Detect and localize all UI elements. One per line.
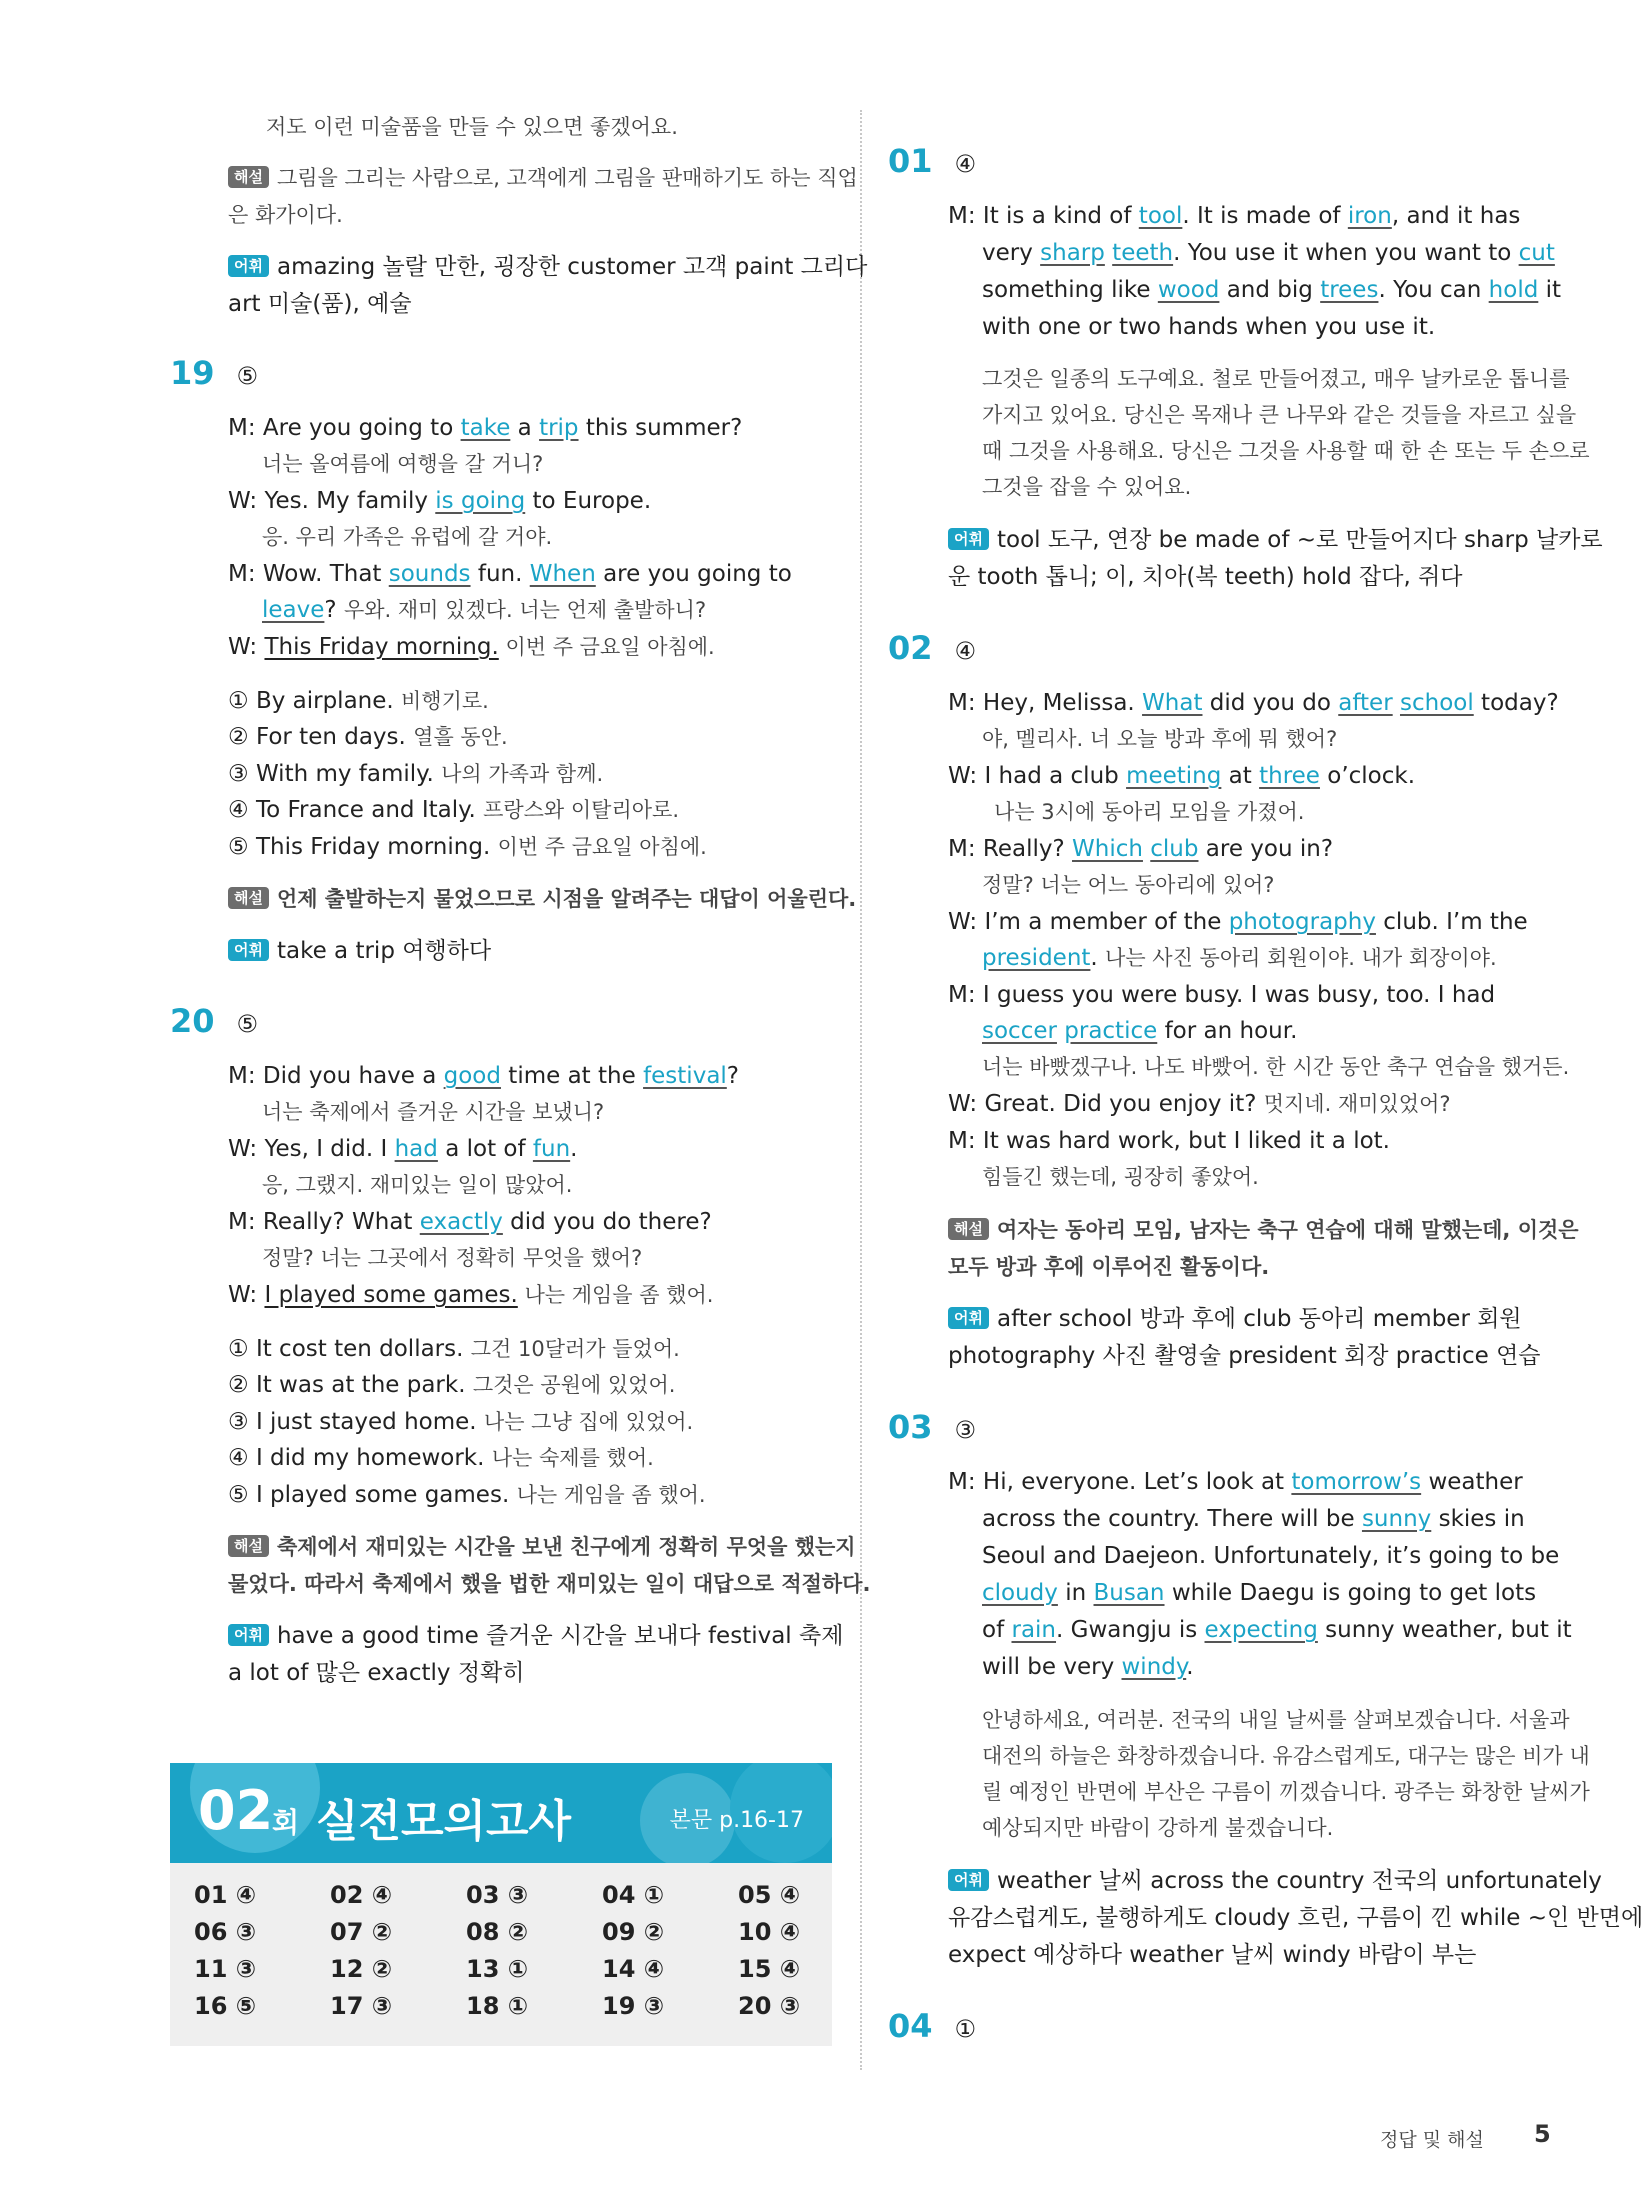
option-item: ③ With my family. 나의 가족과 함께. [228,761,604,787]
korean-translation: 너는 올여름에 여행을 갈 거니? [262,452,544,476]
question-number: 03 [888,1408,933,1446]
question-04-header [888,2007,976,2045]
explanation-02-cont: 모두 방과 후에 이루어진 활동이다. [948,1255,1270,1279]
dialogue-line: Seoul and Daejeon. Unfortunately, it’s going to be [982,1543,1560,1569]
option-item: ⑤ I played some games. 나는 게임을 좀 했어. [228,1482,706,1508]
answer-cell: 02 ④ [330,1881,393,1909]
korean-translation: 가지고 있어요. 당신은 목재나 큰 나무와 같은 것들을 자르고 싶을 [982,403,1577,427]
answer-mark: ⑤ [236,362,259,390]
answer-cell: 17 ③ [330,1992,393,2020]
korean-translation: 대전의 하늘은 화창하겠습니다. 유감스럽게도, 대구는 많은 비가 내 [982,1744,1590,1768]
dialogue-line: M: Are you going to take a trip this summer? [228,415,743,441]
answer-cell: 01 ④ [194,1881,257,1909]
explanation-20: 해설 축제에서 재미있는 시간을 보낸 친구에게 정확히 무엇을 했는지 [228,1532,856,1562]
dialogue-line: of rain. Gwangju is expecting sunny weather, but it [982,1617,1572,1643]
korean-translation: 안녕하세요, 여러분. 전국의 내일 날씨를 살펴보겠습니다. 서울과 [982,1708,1570,1732]
korean-translation: 그것은 일종의 도구예요. 철로 만들어졌고, 매우 날카로운 톱니를 [982,367,1570,391]
answer-cell: 15 ④ [738,1955,801,1983]
question-number: 02 [888,629,933,667]
dialogue-line: M: Really? What exactly did you do there? [228,1209,712,1235]
dialogue-line: W: Yes. My family is going to Europe. [228,488,652,514]
dialogue-line: M: It was hard work, but I liked it a lot. [948,1128,1390,1154]
answer-mark: ⑤ [236,1010,259,1038]
dialogue-line: W: I had a club meeting at three o’clock. [948,763,1416,789]
explanation-tag: 해설 [948,1218,989,1240]
korean-translation: 너는 바빴겠구나. 나도 바빴어. 한 시간 동안 축구 연습을 했거든. [982,1055,1570,1079]
korean-translation: 릴 예정인 반면에 부산은 구름이 끼겠습니다. 광주는 화창한 날씨가 [982,1780,1590,1804]
dialogue-line: W: I’m a member of the photography club. I’m the [948,909,1528,935]
answer-cell: 04 ① [602,1881,665,1909]
vocabulary-03-cont: expect 예상하다 weather 날씨 windy 바람이 부는 [948,1942,1477,1968]
vocabulary-01-cont: 운 tooth 톱니; 이, 치아(복 teeth) hold 잡다, 쥐다 [948,564,1463,590]
answer-cell: 10 ④ [738,1918,801,1946]
answer-cell: 08 ② [466,1918,529,1946]
korean-translation: 너는 축제에서 즐거운 시간을 보냈니? [262,1100,605,1124]
explanation-02: 해설 여자는 동아리 모임, 남자는 축구 연습에 대해 말했는데, 이것은 [948,1215,1579,1245]
option-item: ⑤ This Friday morning. 이번 주 금요일 아침에. [228,834,707,860]
korean-translation: 저도 이런 미술품을 만들 수 있으면 좋겠어요. [266,115,678,139]
answer-cell: 20 ③ [738,1992,801,2020]
question-02-header [888,629,976,667]
korean-translation: 그것을 잡을 수 있어요. [982,475,1192,499]
answer-cell: 03 ③ [466,1881,529,1909]
answer-cell: 13 ① [466,1955,529,1983]
explanation-20-cont: 물었다. 따라서 축제에서 했을 법한 재미있는 일이 대답으로 적절하다. [228,1572,871,1596]
dialogue-line: W: Yes, I did. I had a lot of fun. [228,1136,578,1162]
dialogue-line: W: This Friday morning. 이번 주 금요일 아침에. [228,634,715,660]
dialogue-line: M: Did you have a good time at the festival? [228,1063,740,1089]
korean-translation: 힘들긴 했는데, 굉장히 좋았어. [982,1165,1259,1189]
korean-translation: 응. 우리 가족은 유럽에 갈 거야. [262,525,553,549]
option-item: ④ I did my homework. 나는 숙제를 했어. [228,1445,654,1471]
banner-number: 02 [198,1779,274,1842]
explanation-19: 해설 언제 출발하는지 물었으므로 시점을 알려주는 대답이 어울린다. [228,884,856,914]
vocabulary-03-cont: 유감스럽게도, 불행하게도 cloudy 흐린, 구름이 낀 while ~인 반면에 [948,1905,1644,1931]
korean-translation: 때 그것을 사용해요. 당신은 그것을 사용할 때 한 손 또는 두 손으로 [982,439,1590,463]
vocabulary-03: 어휘 weather 날씨 across the country 전국의 unfortunately [948,1866,1602,1896]
dialogue-line: soccer practice for an hour. [982,1018,1298,1044]
page-number: 5 [1534,2120,1551,2148]
vocabulary-tag: 어휘 [948,528,989,550]
answer-cell: 12 ② [330,1955,393,1983]
option-item: ① It cost ten dollars. 그건 10달러가 들었어. [228,1336,680,1362]
answer-cell: 19 ③ [602,1992,665,2020]
korean-translation: 정말? 너는 그곳에서 정확히 무엇을 했어? [262,1246,643,1270]
question-number: 19 [170,354,215,392]
dialogue-line: will be very windy. [982,1654,1194,1680]
banner-page-ref: 본문 p.16-17 [669,1808,804,1833]
korean-translation: 야, 멜리사. 너 오늘 방과 후에 뭐 했어? [982,727,1338,751]
dialogue-line: very sharp teeth. You use it when you want to cut [982,240,1555,266]
answer-cell: 16 ⑤ [194,1992,257,2020]
dialogue-line: with one or two hands when you use it. [982,314,1436,340]
option-item: ③ I just stayed home. 나는 그냥 집에 있었어. [228,1409,694,1435]
answer-grid [170,1863,832,2046]
dialogue-line: across the country. There will be sunny skies in [982,1506,1525,1532]
answer-cell: 14 ④ [602,1955,665,1983]
answer-mark: ④ [954,150,977,178]
footer-label: 정답 및 해설 [1380,2129,1484,2151]
test-banner [170,1763,832,1863]
dialogue-line: M: It is a kind of tool. It is made of iron, and it has [948,203,1521,229]
vocabulary-20-cont: a lot of 많은 exactly 정확히 [228,1660,525,1686]
korean-translation: 나는 3시에 동아리 모임을 가졌어. [994,800,1305,824]
question-number: 01 [888,142,933,180]
option-item: ② It was at the park. 그것은 공원에 있었어. [228,1372,676,1398]
dialogue-line: leave? 우와. 재미 있겠다. 너는 언제 출발하니? [262,597,707,623]
vocabulary-tag: 어휘 [228,1624,269,1646]
column-divider [860,110,862,2070]
dialogue-line: M: Hey, Melissa. What did you do after school today? [948,690,1559,716]
korean-translation: 정말? 너는 어느 동아리에 있어? [982,873,1275,897]
option-item: ① By airplane. 비행기로. [228,688,489,714]
question-number: 20 [170,1002,215,1040]
answer-mark: ① [954,2015,977,2043]
vocabulary-02: 어휘 after school 방과 후에 club 동아리 member 회원 [948,1304,1522,1334]
explanation-18: 해설 그림을 그리는 사람으로, 고객에게 그림을 판매하기도 하는 직업 [228,163,858,193]
korean-translation: 응, 그랬지. 재미있는 일이 많았어. [262,1173,573,1197]
vocabulary-18: 어휘 amazing 놀랄 만한, 굉장한 customer 고객 paint 그리다 [228,252,867,282]
vocabulary-18-cont: art 미술(품), 예술 [228,291,412,317]
explanation-tag: 해설 [228,1535,269,1557]
vocabulary-tag: 어휘 [228,939,269,961]
answer-mark: ③ [954,1416,977,1444]
vocabulary-02-cont: photography 사진 촬영술 president 회장 practice 연습 [948,1343,1541,1369]
question-19-header [170,354,258,392]
dialogue-line: W: Great. Did you enjoy it? 멋지네. 재미있었어? [948,1091,1451,1117]
vocabulary-01: 어휘 tool 도구, 연장 be made of ~로 만들어지다 sharp 날카로 [948,525,1603,555]
answer-cell: 09 ② [602,1918,665,1946]
answer-cell: 11 ③ [194,1955,257,1983]
option-item: ④ To France and Italy. 프랑스와 이탈리아로. [228,797,680,823]
korean-translation: 예상되지만 바람이 강하게 불겠습니다. [982,1816,1334,1840]
question-number: 04 [888,2007,933,2045]
dialogue-line: president. 나는 사진 동아리 회원이야. 내가 회장이야. [982,945,1497,971]
vocabulary-20: 어휘 have a good time 즐거운 시간을 보내다 festival 축제 [228,1621,843,1651]
dialogue-line: something like wood and big trees. You can hold it [982,277,1562,303]
answer-cell: 06 ③ [194,1918,257,1946]
answer-mark: ④ [954,637,977,665]
answer-cell: 18 ① [466,1992,529,2020]
answer-cell: 07 ② [330,1918,393,1946]
dialogue-line: M: Hi, everyone. Let’s look at tomorrow’s weather [948,1469,1523,1495]
question-20-header [170,1002,258,1040]
vocabulary-tag: 어휘 [948,1307,989,1329]
question-03-header [888,1408,976,1446]
vocabulary-tag: 어휘 [228,255,269,277]
question-01-header [888,142,976,180]
vocabulary-tag: 어휘 [948,1869,989,1891]
dialogue-line: M: Really? Which club are you in? [948,836,1334,862]
option-item: ② For ten days. 열흘 동안. [228,724,508,750]
dialogue-line: M: I guess you were busy. I was busy, too. I had [948,982,1496,1008]
explanation-tag: 해설 [228,166,269,188]
dialogue-line: W: I played some games. 나는 게임을 좀 했어. [228,1282,714,1308]
dialogue-line: cloudy in Busan while Daegu is going to get lots [982,1580,1537,1606]
dialogue-line: M: Wow. That sounds fun. When are you going to [228,561,792,587]
explanation-tag: 해설 [228,887,269,909]
banner-hoe: 회 [272,1806,300,1839]
explanation-18-cont: 은 화가이다. [228,203,343,227]
banner-title: 실전모의고사 [316,1796,572,1847]
vocabulary-19: 어휘 take a trip 여행하다 [228,936,491,966]
answer-cell: 05 ④ [738,1881,801,1909]
